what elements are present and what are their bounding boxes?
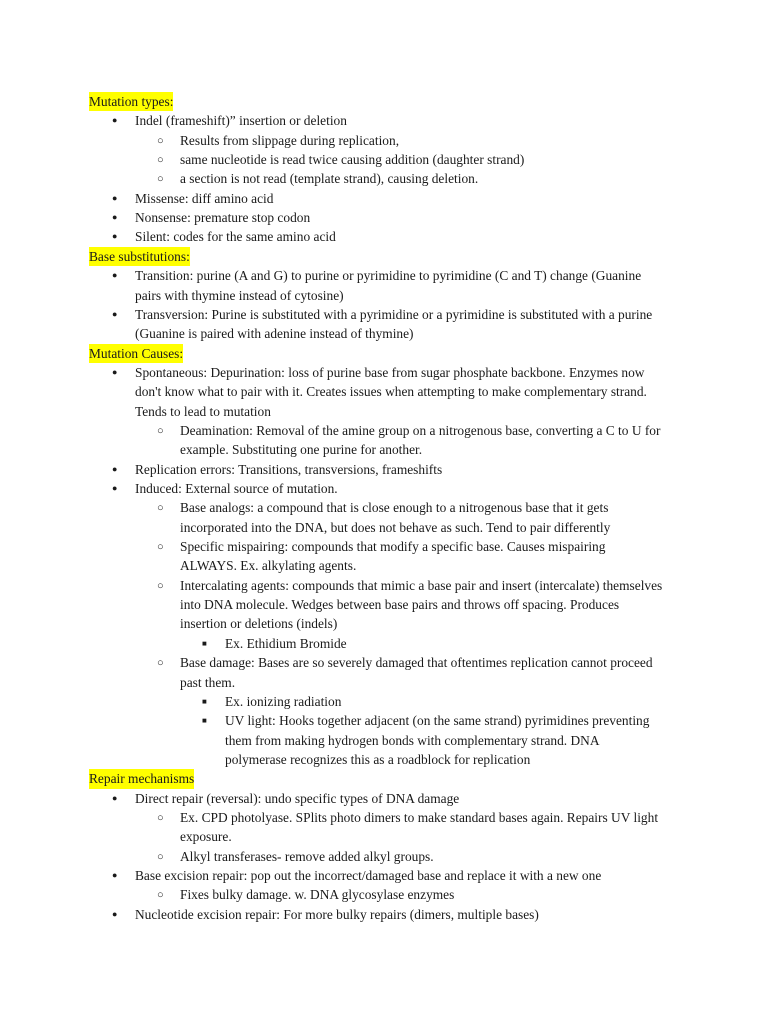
list-item-text: Ex. Ethidium Bromide: [225, 635, 347, 651]
bullet-square-icon: [202, 711, 207, 732]
list-item-text: Alkyl transferases- remove added alkyl groups.: [180, 848, 434, 864]
bullet-circle-icon: [157, 576, 164, 597]
list-item-text: ALWAYS. Ex. alkylating agents.: [180, 558, 357, 574]
bullet-circle-icon: [157, 653, 164, 674]
bullet-disc-icon: [112, 305, 117, 326]
list-item-text: past them.: [180, 674, 236, 690]
list-item-text: insertion or deletions (indels): [180, 616, 338, 632]
list-item-text: Results from slippage during replication,: [180, 132, 400, 148]
bullet-square-icon: [202, 692, 207, 713]
list-item-text: Fixes bulky damage. w. DNA glycosylase enzymes: [180, 887, 455, 903]
bullet-disc-icon: [112, 905, 117, 926]
bullet-square-icon: [202, 634, 207, 655]
list-item-text: Base analogs: a compound that is close enough to a nitrogenous base that it gets: [180, 500, 609, 516]
section-heading: Repair mechanisms: [89, 769, 194, 788]
section-heading: Mutation Causes:: [89, 344, 183, 363]
bullet-disc-icon: [112, 189, 117, 210]
bullet-disc-icon: [112, 460, 117, 481]
list-item-text: polymerase recognizes this as a roadblock for replication: [225, 751, 531, 767]
list-item-text: example. Substituting one purine for another.: [180, 442, 423, 458]
bullet-circle-icon: [157, 169, 164, 190]
list-item-text: Base excision repair: pop out the incorrect/damaged base and replace it with a new one: [135, 868, 602, 883]
bullet-disc-icon: [112, 208, 117, 229]
bullet-circle-icon: [157, 847, 164, 868]
bullet-disc-icon: [112, 266, 117, 287]
list-item-text: Base damage: Bases are so severely damaged that oftentimes replication cannot proceed: [180, 655, 653, 671]
section-heading: Mutation types:: [89, 92, 173, 111]
list-item-text: Transversion: Purine is substituted with a pyrimidine or a pyrimidine is substituted with a purine: [135, 306, 653, 322]
list-item-text: same nucleotide is read twice causing addition (daughter strand): [180, 152, 525, 168]
bullet-disc-icon: [112, 227, 117, 248]
list-item-text: Ex. CPD photolyase. SPlits photo dimers to make standard bases again. Repairs UV light: [180, 809, 659, 825]
bullet-disc-icon: [112, 789, 117, 810]
list-item-text: Indel (frameshift)” insertion or deletion: [135, 113, 347, 129]
bullet-disc-icon: [112, 866, 117, 887]
list-item-text: exposure.: [180, 829, 232, 845]
list-item-text: into DNA molecule. Wedges between base pairs and throws off spacing. Produces: [180, 597, 620, 613]
bullet-circle-icon: [157, 885, 164, 906]
bullet-disc-icon: [112, 111, 117, 132]
list-item-text: UV light: Hooks together adjacent (on the same strand) pyrimidines preventing: [225, 713, 650, 729]
list-item-text: Direct repair (reversal): undo specific types of DNA damage: [135, 790, 460, 806]
list-item-text: don't know what to pair with it. Creates issues when attempting to make complementary strand.: [135, 384, 647, 400]
list-item-text: Missense: diff amino acid: [135, 190, 274, 206]
bullet-circle-icon: [157, 150, 164, 171]
list-item-text: Transition: purine (A and G) to purine or pyrimidine to pyrimidine (C and T) change (Guanine: [135, 268, 642, 284]
bullet-circle-icon: [157, 808, 164, 829]
list-item-text: a section is not read (template strand), causing deletion.: [180, 171, 479, 187]
section-heading: Base substitutions:: [89, 247, 190, 266]
list-item-text: them from making hydrogen bonds with complementary strand. DNA: [225, 732, 600, 748]
list-item-text: pairs with thymine instead of cytosine): [135, 287, 344, 303]
list-item-text: Deamination: Removal of the amine group on a nitrogenous base, converting a C to U for: [180, 422, 661, 438]
list-item-text: Silent: codes for the same amino acid: [135, 229, 336, 245]
list-item-text: incorporated into the DNA, but does not behave as such. Tend to pair differently: [180, 519, 611, 535]
list-item-text: Induced: External source of mutation.: [135, 481, 338, 496]
bullet-disc-icon: [112, 363, 117, 384]
list-item-text: Specific mispairing: compounds that modify a specific base. Causes mispairing: [180, 539, 606, 555]
list-item-text: Tends to lead to mutation: [135, 403, 271, 419]
bullet-disc-icon: [112, 479, 117, 500]
list-item-text: Spontaneous: Depurination: loss of purine base from sugar phosphate backbone. Enzymes now: [135, 364, 645, 380]
list-item-text: Nonsense: premature stop codon: [135, 210, 311, 226]
bullet-circle-icon: [157, 421, 164, 442]
bullet-circle-icon: [157, 537, 164, 558]
list-item-text: Replication errors: Transitions, transversions, frameshifts: [135, 461, 443, 477]
list-item-text: Nucleotide excision repair: For more bulky repairs (dimers, multiple bases): [135, 906, 539, 922]
bullet-circle-icon: [157, 131, 164, 152]
list-item-text: (Guanine is paired with adenine instead of thymine): [135, 326, 414, 342]
bullet-circle-icon: [157, 498, 164, 519]
list-item-text: Ex. ionizing radiation: [225, 693, 342, 709]
list-item-text: Intercalating agents: compounds that mimic a base pair and insert (intercalate) themselves: [180, 577, 663, 593]
